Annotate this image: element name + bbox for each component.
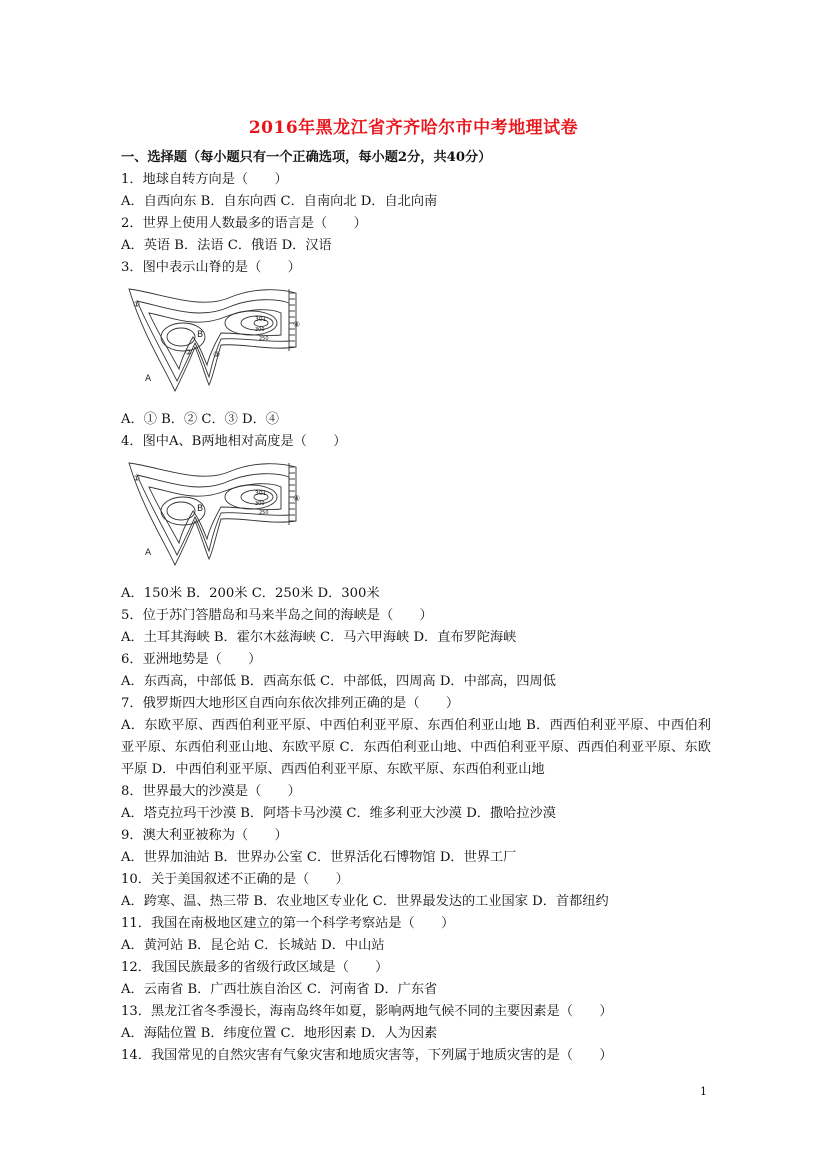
options-4: A．150米 B．200米 C．250米 D．300米 (121, 586, 380, 601)
label-a: A (145, 548, 152, 558)
options-5: A．土耳其海峡 B．霍尔木兹海峡 C．马六甲海峡 D．直布罗陀海峡 (121, 630, 517, 645)
question-3: 3．图中表示山脊的是（ ） (121, 260, 301, 275)
question-11: 11．我国在南极地区建立的第一个科学考察站是（ ） (121, 916, 455, 931)
options-1: A．自西向东 B．自东向西 C．自南向北 D．自北向南 (121, 194, 438, 209)
options-9: A．世界加油站 B．世界办公室 C．世界活化石博物馆 D．世界工厂 (121, 850, 517, 865)
options-13: A．海陆位置 B．纬度位置 C．地形因素 D．人为因素 (121, 1026, 438, 1041)
peak-label: 301 (255, 316, 267, 323)
options-3: A．① B．② C．③ D．④ (121, 412, 279, 427)
question-10: 10．关于美国叙述不正确的是（ ） (121, 872, 349, 887)
options-7: A．东欧平原、西西伯利亚平原、中西伯利亚平原、东西伯利亚山地 B．西西伯利亚平原、中西伯利亚平原、东西伯利亚山地、东欧平原 C．东西伯利亚山地、中西伯利亚平原、西西伯利亚平原、东欧平原 D．中西伯利亚平原、西西伯利亚平原、东欧平原、东西伯利亚山地 (121, 718, 711, 777)
label-b: B (197, 330, 204, 340)
elev-250: 250 (259, 336, 269, 342)
contour-map-figure-2 (121, 453, 711, 583)
options-11: A．黄河站 B．昆仑站 C．长城站 D．中山站 (121, 938, 385, 953)
question-4: 4．图中A、B两地相对高度是（ ） (121, 434, 347, 449)
contour-map-1 (121, 285, 301, 393)
label-a: A (145, 374, 152, 384)
options-12: A．云南省 B．广西壮族自治区 C．河南省 D．广东省 (121, 982, 438, 997)
question-5: 5．位于苏门答腊岛和马来半岛之间的海峡是（ ） (121, 608, 433, 623)
question-7: 7．俄罗斯四大地形区自西向东依次排列正确的是（ ） (121, 696, 460, 711)
marker-2: ② (185, 348, 193, 357)
options-8: A．塔克拉玛干沙漠 B．阿塔卡马沙漠 C．维多利亚大沙漠 D．撒哈拉沙漠 (121, 806, 556, 821)
marker-4: ④ (293, 494, 301, 503)
elev-250: 250 (259, 510, 269, 516)
label-b: B (197, 504, 204, 514)
marker-3: ③ (213, 350, 221, 359)
marker-1: ① (133, 474, 141, 483)
question-8: 8．世界最大的沙漠是（ ） (121, 784, 301, 799)
page-number: 1 (700, 1085, 707, 1098)
options-10: A．跨寒、温、热三带 B．农业地区专业化 C．世界最发达的工业国家 D．首都纽约 (121, 894, 609, 909)
section-heading: 一、选择题（每小题只有一个正确选项，每小题2分，共40分） (121, 150, 492, 165)
contour-map-2 (121, 459, 301, 567)
question-14: 14．我国常见的自然灾害有气象灾害和地质灾害等，下列属于地质灾害的是（ ） (121, 1048, 613, 1063)
question-12: 12．我国民族最多的省级行政区域是（ ） (121, 960, 389, 975)
options-2: A．英语 B．法语 C．俄语 D．汉语 (121, 238, 332, 253)
options-6: A．东西高，中部低 B．西高东低 C．中部低，四周高 D．中部高，四周低 (121, 674, 556, 689)
exam-content (121, 147, 711, 1067)
peak-label: 301 (255, 490, 267, 497)
question-6: 6．亚洲地势是（ ） (121, 652, 262, 667)
question-9: 9．澳大利亚被称为（ ） (121, 828, 288, 843)
elev-300: 300 (255, 501, 265, 507)
contour-map-figure-1 (121, 279, 711, 409)
elev-300: 300 (255, 327, 265, 333)
question-2: 2．世界上使用人数最多的语言是（ ） (121, 216, 367, 231)
marker-1: ① (133, 300, 141, 309)
page-title: 2016年黑龙江省齐齐哈尔市中考地理试卷 (248, 118, 579, 138)
question-13: 13．黑龙江省冬季漫长，海南岛终年如夏，影响两地气候不同的主要因素是（ ） (121, 1004, 613, 1019)
marker-4: ④ (293, 320, 301, 329)
question-1: 1．地球自转方向是（ ） (121, 172, 288, 187)
